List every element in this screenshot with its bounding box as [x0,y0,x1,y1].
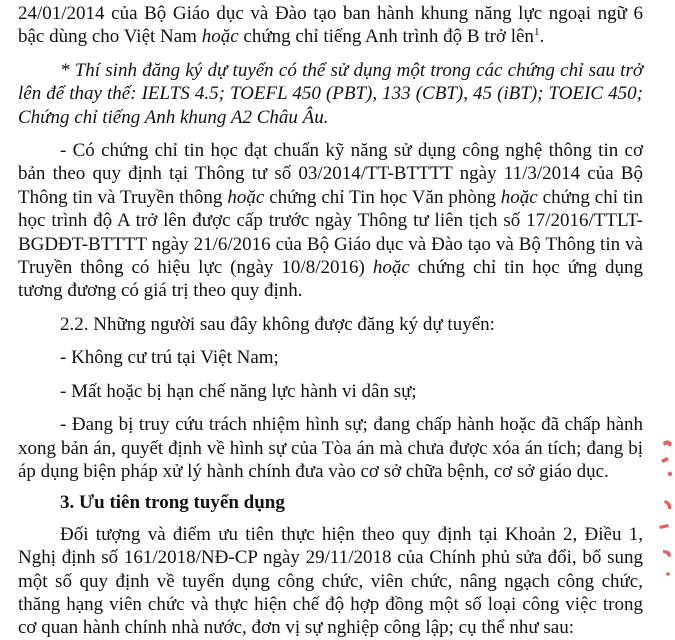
italic-note: * Thí sinh đăng ký dự tuyển có thể sử dụng một trong các chứng chỉ sau trở lên để thay thế: IELTS 4.5; TOEFL 450 (PBT), 133 (CBT), 45 (iBT); TOEIC 450; Chứng chỉ tiếng Anh khung A2 Châu Âu. [18,59,643,128]
emphasis-or: hoặc [500,186,538,208]
emphasis-or: hoặc [227,186,265,208]
section-heading-3 [18,491,643,514]
document-page [18,2,643,640]
list-item: - Mất hoặc bị hạn chế năng lực hành vi dân sự; [60,380,417,402]
heading-text: 3. Ưu tiên trong tuyển dụng [60,492,285,514]
text-segment: . [539,26,545,48]
text-segment: chứng chỉ tin học trình độ A trở lên được cấp trước ngày Thông tư liên tịch số 17/2016/TTLT-BGDĐT-BTTTT ngày 21/6/2016 của Bộ Giáo dục và Đào tạo và Bộ Thông tin và Truyền thông có hiệu lực (ngày 10/8/2016) [18,186,643,279]
emphasis-or: hoặc [372,257,410,279]
stamp-mark [653,430,675,590]
emphasis-or: hoặc [201,26,239,48]
list-item: - Đang bị truy cứu trách nhiệm hình sự; đang chấp hành hoặc đã chấp hành xong bản án, quyết định về hình sự của Tòa án mà chưa được xóa án tích; đang bị áp dụng biện pháp xử lý hành chính đưa vào cơ sở chữa bệnh, cơ sở giáo dục. [18,414,643,482]
footnote-marker[interactable]: 1 [533,26,540,39]
paragraph-it-certificate [18,139,643,303]
paragraph-language-requirement [18,2,643,49]
section-heading-2-2: 2.2. Những người sau đây không được đăng ký dự tuyển: [60,313,495,335]
text-segment: chứng chỉ tin học ứng dụng tương đương có giá trị theo quy định. [18,257,644,302]
text-segment: chứng chỉ Tin học Văn phòng [264,186,501,208]
text-segment: 24/01/2014 của Bộ Giáo dục và Đào tạo ban hành khung năng lực ngoại ngữ 6 bậc dùng cho Việt Nam [18,3,643,48]
list-item: - Không cư trú tại Việt Nam; [60,347,279,369]
paragraph-priority: Đối tượng và điểm ưu tiên thực hiện theo quy định tại Khoản 2, Điều 1, Nghị định số 161/2018/NĐ-CP ngày 29/11/2018 của Chính phủ sửa đổi, bổ sung một số quy định về tuyển dụng công chức, viên chức, nâng ngạch công chức, thăng hạng viên chức và thực hiện chế độ hợp đồng một số loại công việc trong cơ quan hành chính nhà nước, đơn vị sự nghiệp công lập; cụ thể như sau: [18,523,643,639]
text-segment: - Có chứng chỉ tin học đạt chuẩn kỹ năng sử dụng công nghệ thông tin cơ bản theo quy định tại Thông tư số 03/2014/TT-BTTTT ngày 11/3/2014 của Bộ Thông tin và Truyền thông [18,140,643,208]
text-segment: chứng chỉ tiếng Anh trình độ B trở lên [238,26,534,48]
paragraph-equivalent-certificates [18,59,643,129]
